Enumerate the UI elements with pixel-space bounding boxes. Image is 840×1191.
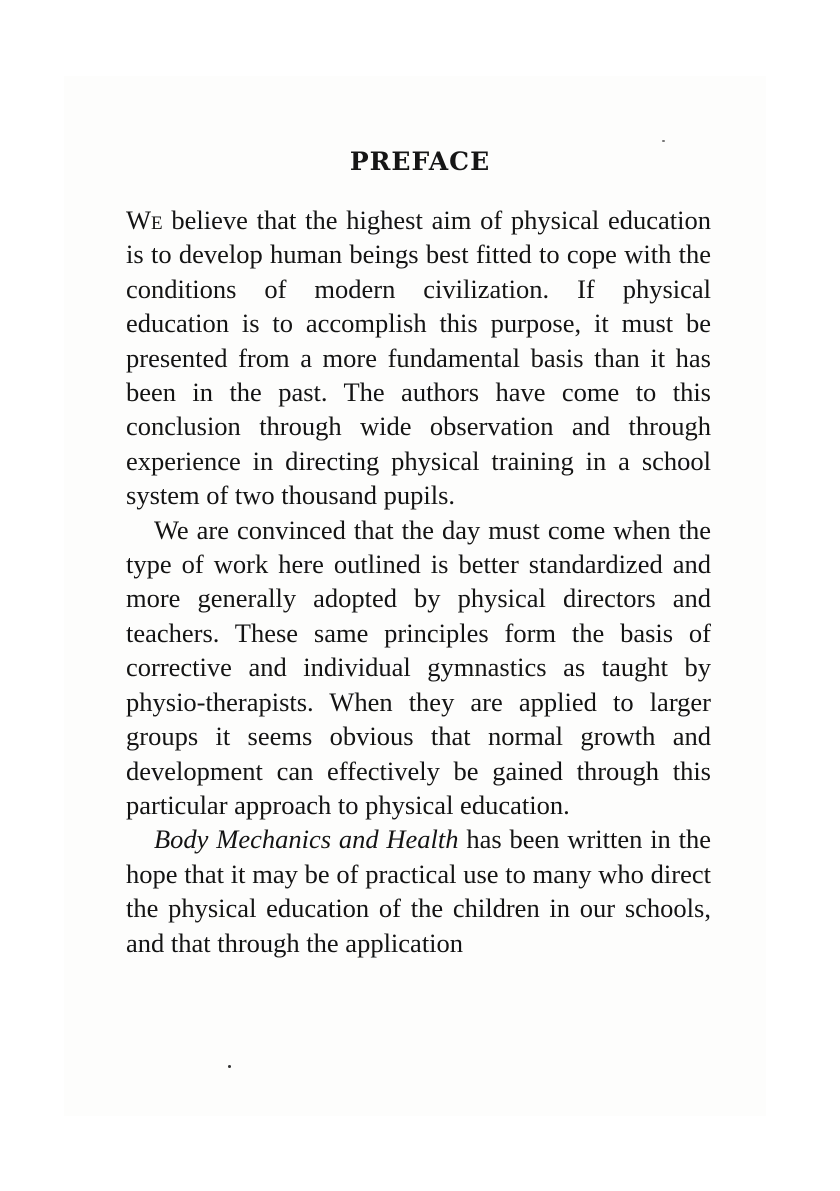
paragraph-2: We are convinced that the day must come when the type of work here outlined is better standardized and more generally adopted by physical directors and teachers. These same principles form the basis of corrective and individual gymnastics as taught by physio-therapists. When they are applied to larger groups it seems obvious that normal growth and development can effectively be gained through this particular approach to physical education.	[126, 514, 711, 820]
paragraph-3	[126, 822, 711, 960]
ink-speck	[662, 140, 665, 142]
paragraph-1	[126, 203, 711, 513]
preface-body	[126, 203, 711, 960]
ink-speck	[228, 1065, 231, 1068]
page-title: PREFACE	[349, 147, 491, 176]
paragraph-1-text: believe that the highest aim of physical education is to develop human beings best fitted to cope with the conditions of modern civilization. If physical education is to accomplish this purpose, it must be presented from a more fundamental basis than it has been in the past. The authors have come to this conclusion through wide observation and through experience in directing physical training in a school system of two thousand pupils.	[126, 205, 711, 511]
paragraph-1-lead: We	[126, 205, 163, 235]
book-title: Body Mechanics and Health	[154, 824, 459, 855]
paragraph-3-text: has been written in the hope that it may be of practical use to many who direct the physical education of the children in our schools, and that through the application	[126, 824, 711, 958]
